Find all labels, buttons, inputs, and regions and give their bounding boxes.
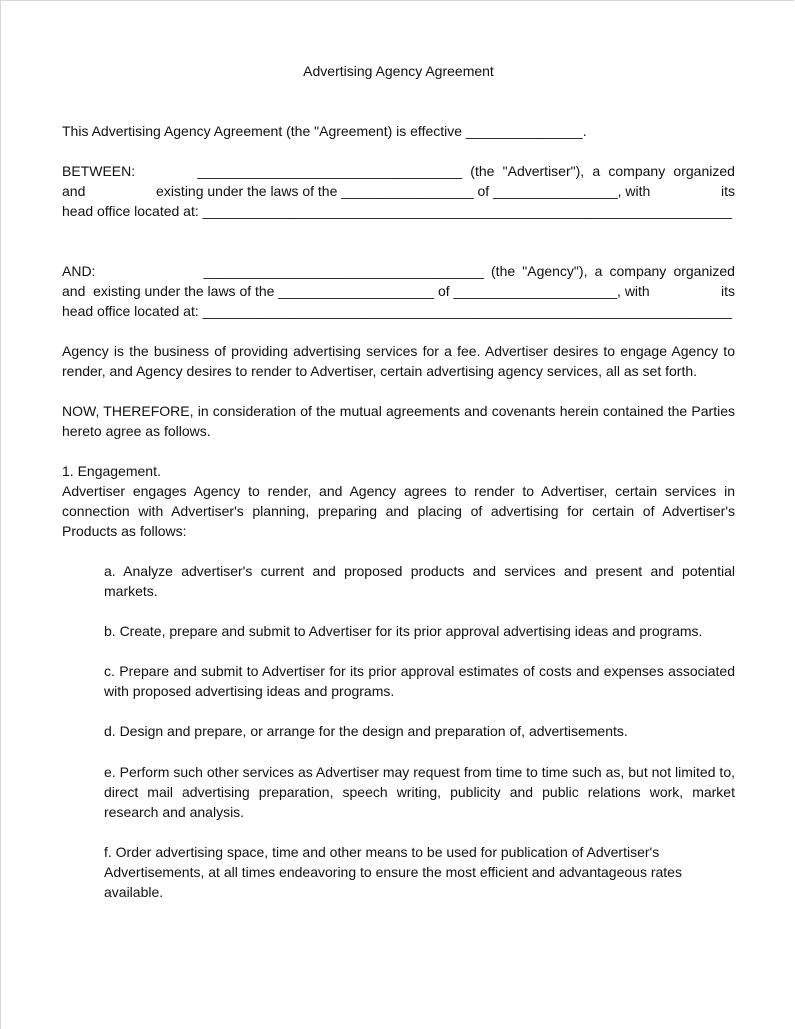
between-line-2 [62,181,735,201]
between-word: company [608,163,666,179]
agency-name-blank: ____________________________________ [203,263,484,279]
between-word: "Advertiser"), [502,163,585,179]
list-item-e: e. Perform such other services as Advertiser may request from time to time such as, but not limited to, direct mail advertising preparation, speech writing, publicity and public relations work, market research and analysis. [104,764,735,820]
and-word: company [609,263,667,279]
section-1-heading: 1. Engagement. [62,463,161,479]
list-item-d: d. Design and prepare, or arrange for the design and preparation of, advertisements. [104,723,628,739]
between-word: a [592,163,601,179]
and-word: a [594,263,603,279]
list-item-c: c. Prepare and submit to Advertiser for its prior approval estimates of costs and expenses associated with proposed advertising ideas and programs. [104,663,735,699]
agency-head-office-blank: head office located at: ____________________________________________________________________ [62,303,733,319]
list-item-f-line-2: Advertisements, at all times endeavoring to ensure the most efficient and advantageous rates [104,864,682,880]
between-word: (the [470,163,495,179]
recital-paragraph: Agency is the business of providing advertising services for a fee. Advertiser desires to engage Agency to render, and Agency desires to render to Advertiser, certain advertising agency services, all as set forth. [62,343,735,379]
between-line-1 [62,161,735,181]
list-item-a: a. Analyze advertiser's current and proposed products and services and present and potential markets. [104,563,735,599]
and-word: organized [673,263,735,279]
intro-paragraph: This Advertising Agency Agreement (the "Agreement) is effective _______________. [62,123,587,139]
and-word: its [721,283,735,299]
list-item-b: b. Create, prepare and submit to Advertiser for its prior approval advertising ideas and programs. [104,623,703,639]
advertiser-jurisdiction-blanks: existing under the laws of the _________________ of ________________, with [156,183,651,199]
between-word: its [721,183,735,199]
now-therefore-paragraph: NOW, THEREFORE, in consideration of the mutual agreements and covenants herein contained the Parties hereto agree as follows. [62,403,735,439]
section-1-body: Advertiser engages Agency to render, and Agency agrees to render to Advertiser, certain services in connection with Advertiser's planning, preparing and placing of advertising for certain of Advertiser's Products as follows: [62,483,735,539]
and-word: (the [491,263,516,279]
list-item-f [104,842,735,902]
and-party-block [62,261,735,321]
and-line-2 [62,281,735,301]
list-item-f-line-3: available. [104,884,164,900]
between-word: and [62,183,86,199]
between-word: organized [673,163,735,179]
document-title: Advertising Agency Agreement [303,63,494,79]
and-label: AND: [62,263,96,279]
advertiser-name-blank: __________________________________ [197,163,463,179]
between-party-block [62,161,735,221]
advertiser-head-office-blank: head office located at: ____________________________________________________________________ [62,203,733,219]
and-line-1 [62,261,735,281]
between-label: BETWEEN: [62,163,136,179]
agency-jurisdiction-blanks: and existing under the laws of the ____________________ of _____________________, with [62,283,650,299]
and-word: "Agency"), [522,263,588,279]
list-item-f-line-1: f. Order advertising space, time and other means to be used for publication of Advertiser's [104,844,660,860]
